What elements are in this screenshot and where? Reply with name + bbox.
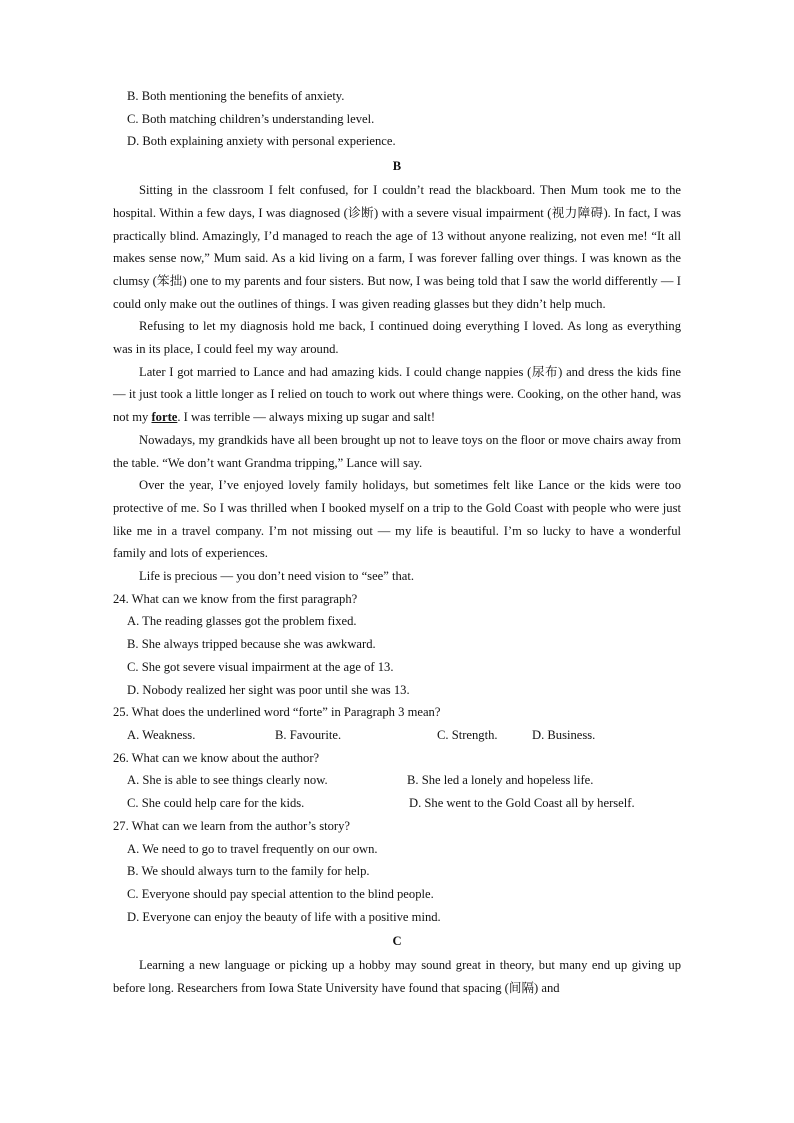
question-27-option-c: C. Everyone should pay special attention to the blind people.: [127, 886, 434, 901]
question-26-options-row-2: [113, 792, 681, 815]
question-25-stem: 25. What does the underlined word “forte” in Paragraph 3 mean?: [113, 705, 441, 720]
passage-b-paragraph-3: [113, 361, 681, 429]
prev-option-c: C. Both matching children’s understanding level.: [127, 111, 375, 126]
question-25-option-d: D. Business.: [532, 727, 596, 742]
question-25-option-a: A. Weakness.: [127, 727, 196, 742]
prev-option-b: B. Both mentioning the benefits of anxiety.: [127, 89, 345, 103]
question-25-option-b: B. Favourite.: [275, 727, 342, 742]
question-26-option-a: A. She is able to see things clearly now.: [127, 773, 328, 788]
prev-option-d: D. Both explaining anxiety with personal experience.: [127, 134, 396, 149]
passage-b-paragraph-5: Over the year, I’ve enjoyed lovely family holidays, but sometimes felt like Lance or the kids were too protective of me. So I was thrilled when I booked myself on a trip to the Gold Coast with people who were just like me in a travel company. I’m not missing out — my life is beautiful. I’m so lucky to have a wonderful family and lots of experiences.: [113, 478, 681, 561]
underlined-word-forte: forte: [151, 410, 178, 425]
question-25-options: [113, 724, 681, 747]
question-26-options-row-1: [113, 769, 681, 792]
passage-b-paragraph-1: Sitting in the classroom I felt confused, for I couldn’t read the blackboard. Then Mum took me to the hospital. Within a few days, I was diagnosed (诊断) with a severe visual impairment (视力障碍). In fact, I was practically blind. Amazingly, I’d managed to reach the age of 13 without anyone realizing, not even me! “It all makes sense now,” Mum said. As a kid living on a farm, I was forever falling over things. I was known as the clumsy (笨拙) one to my parents and four sisters. But now, I was being told that I saw the world differently — I could only make out the outlines of things. I was given reading glasses but they didn’t help much.: [113, 183, 681, 311]
question-25-option-c: C. Strength.: [437, 727, 498, 742]
section-b-heading: B: [392, 159, 402, 174]
passage-b-paragraph-6: Life is precious — you don’t need vision to “see” that.: [139, 569, 415, 584]
question-27-option-a: A. We need to go to travel frequently on our own.: [127, 841, 378, 856]
paragraph-3-text-before: Later I got married to Lance and had amazing kids. I could change nappies (尿布) and dress the kids fine — it just took a little longer as I relied on touch to work out where things were. Cooking, on the other hand, was not my: [113, 364, 681, 425]
question-24-option-b: B. She always tripped because she was awkward.: [127, 637, 376, 652]
paragraph-3-text-after: . I was terrible — always mixing up sugar and salt!: [177, 410, 436, 425]
question-24-stem: 24. What can we know from the first paragraph?: [113, 591, 358, 606]
question-27-option-d: D. Everyone can enjoy the beauty of life with a positive mind.: [127, 909, 441, 924]
passage-b-paragraph-4: Nowadays, my grandkids have all been brought up not to leave toys on the floor or move chairs away from the table. “We don’t want Grandma tripping,” Lance will say.: [113, 432, 681, 470]
passage-c-paragraph-1: Learning a new language or picking up a hobby may sound great in theory, but many end up giving up before long. Researchers from Iowa State University have found that spacing (间隔) and: [113, 958, 681, 996]
question-26-stem: 26. What can we know about the author?: [113, 750, 320, 765]
question-27-option-b: B. We should always turn to the family for help.: [127, 864, 370, 879]
question-26-option-d: D. She went to the Gold Coast all by herself.: [409, 796, 635, 811]
question-26-option-b: B. She led a lonely and hopeless life.: [407, 773, 594, 788]
passage-b-paragraph-2: Refusing to let my diagnosis hold me back, I continued doing everything I loved. As long as everything was in its place, I could feel my way around.: [113, 319, 681, 357]
question-24-option-a: A. The reading glasses got the problem fixed.: [127, 614, 357, 629]
question-24-option-c: C. She got severe visual impairment at the age of 13.: [127, 659, 394, 674]
section-c-heading: C: [392, 934, 402, 949]
question-24-option-d: D. Nobody realized her sight was poor until she was 13.: [127, 682, 410, 697]
question-26-option-c: C. She could help care for the kids.: [127, 796, 305, 811]
exam-page: [113, 85, 681, 1000]
question-27-stem: 27. What can we learn from the author’s story?: [113, 818, 350, 833]
